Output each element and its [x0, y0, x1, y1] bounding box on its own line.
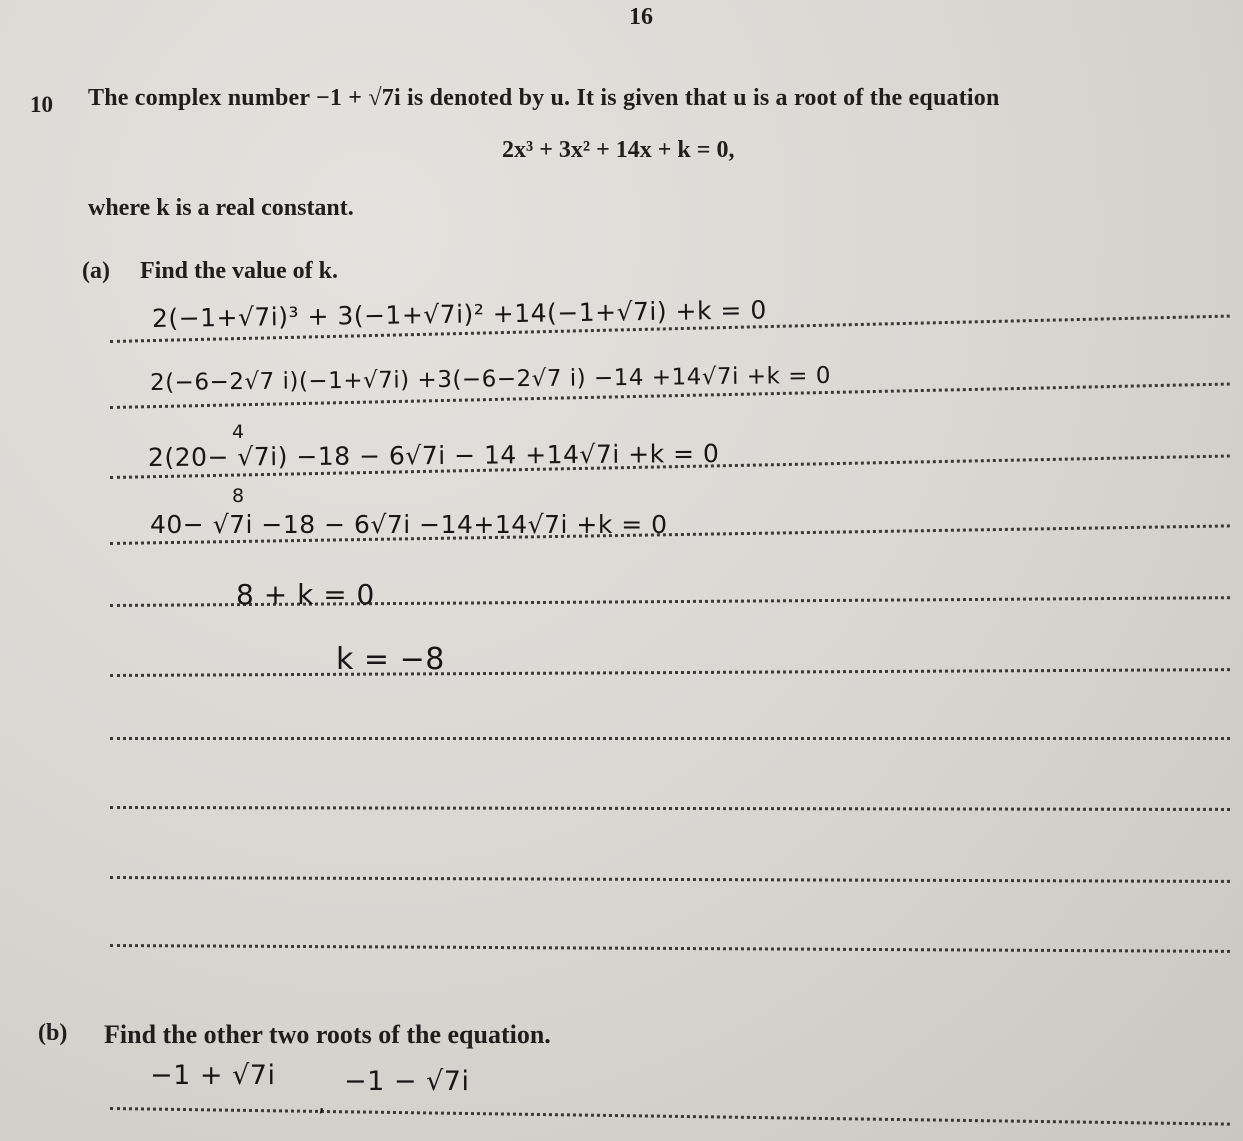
answer-line [110, 876, 1230, 883]
part-a-label: (a) [82, 258, 110, 284]
handwritten-working-line: 2(20− √7i) −18 − 6√7i − 14 +14√7i +k = 0 [147, 439, 720, 472]
handwritten-working-line: 8 + k = 0 [236, 578, 375, 611]
handwritten-working-line: 2(−1+√7i)³ + 3(−1+√7i)² +14(−1+√7i) +k = 0 [151, 295, 767, 333]
part-b-prompt: Find the other two roots of the equation. [104, 1020, 551, 1049]
handwritten-annotation: 4 [232, 421, 245, 443]
handwritten-working-line: 40− √7i −18 − 6√7i −14+14√7i +k = 0 [150, 510, 668, 539]
part-a-prompt: Find the value of k. [140, 258, 339, 284]
page-number: 16 [629, 4, 653, 30]
answer-line [110, 1107, 1230, 1126]
handwritten-root-answer: −1 − √7i [344, 1066, 470, 1097]
handwritten-working-line: 2(−6−2√7 i)(−1+√7i) +3(−6−2√7 i) −14 +14√7i +k = 0 [149, 362, 832, 396]
question-equation: 2x³ + 3x² + 14x + k = 0, [502, 137, 735, 163]
handwritten-separator: , [318, 1092, 325, 1117]
handwritten-working-line: k = −8 [336, 642, 445, 677]
answer-line [110, 944, 1230, 953]
answer-line [110, 668, 1230, 677]
part-b-label: (b) [38, 1020, 68, 1046]
answer-line [110, 806, 1230, 811]
answer-line [110, 737, 1230, 740]
handwritten-annotation: 8 [232, 485, 245, 507]
question-number: 10 [30, 92, 53, 117]
question-intro: The complex number −1 + √7i is denoted by u. It is given that u is a root of the equation [88, 85, 1000, 111]
question-where-text: where k is a real constant. [88, 195, 354, 221]
handwritten-root-answer: −1 + √7i [150, 1060, 276, 1091]
